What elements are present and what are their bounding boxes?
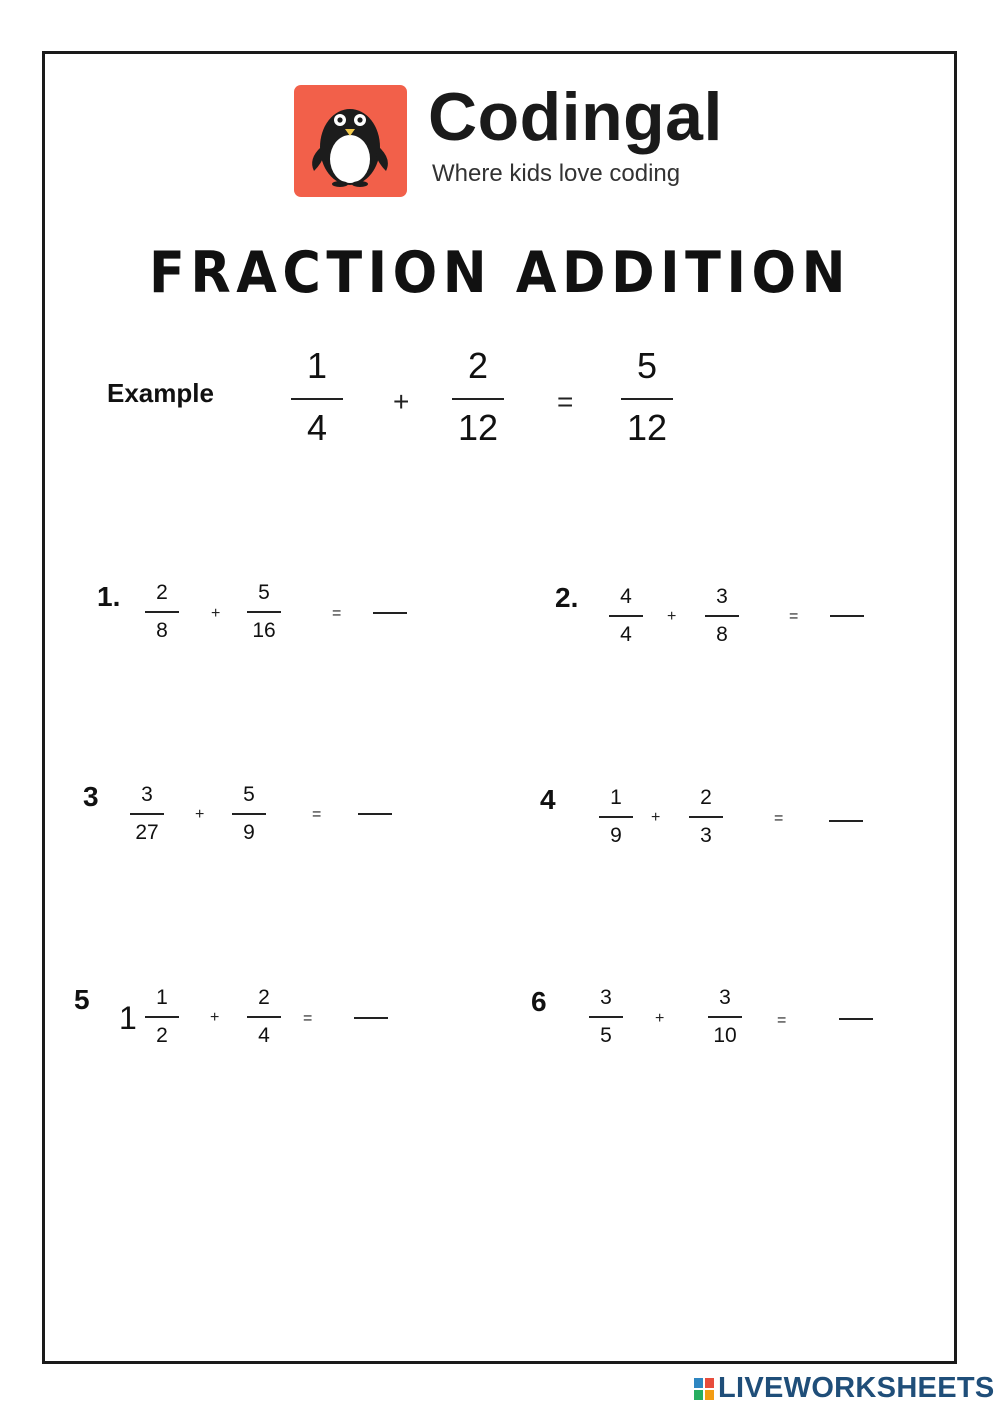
question-number: 3 [83,781,99,812]
numerator: 1 [156,986,168,1009]
denominator: 2 [156,1023,168,1047]
liveworksheets-watermark: LIVEWORKSHEETS [718,1372,995,1404]
answer-blank[interactable] [373,612,407,614]
fraction-bar [145,1016,179,1018]
numerator: 1 [610,786,622,809]
worksheet-title: FRACTION ADDITION [148,240,852,306]
question-number: 6 [531,986,547,1017]
equals-sign: = [312,806,322,823]
example-fraction-a [291,345,343,448]
question-5-fraction-a [145,987,179,1046]
question-number: 2. [555,582,579,613]
question-3-fraction-a [130,784,164,843]
fraction-bar [689,816,723,818]
brand-tagline: Where kids love coding [432,160,681,187]
denominator: 9 [610,823,622,847]
numerator: 4 [620,585,632,608]
liveworksheets-logo-icon [694,1378,714,1400]
equals-sign: = [774,810,784,827]
numerator: 2 [258,986,270,1009]
numerator: 3 [716,585,728,608]
question-number: 4 [540,784,556,815]
numerator: 2 [700,786,712,809]
denominator: 4 [306,407,328,448]
question-3-fraction-b [232,784,266,843]
plus-sign: + [393,386,410,417]
question-4-fraction-a [599,787,633,846]
fraction-bar [145,611,179,613]
denominator: 27 [135,820,159,844]
numerator: 2 [156,581,168,604]
denominator: 4 [258,1023,270,1047]
whole-number: 1 [119,1000,137,1036]
fraction-bar [291,398,343,400]
fraction-bar [609,615,643,617]
denominator: 4 [620,622,632,646]
equals-sign: = [777,1012,787,1029]
equals-sign: = [332,605,342,622]
denominator: 12 [457,407,499,448]
question-1-fraction-a [145,582,179,641]
plus-sign: + [211,605,221,622]
question-1-fraction-b [247,582,281,641]
plus-sign: + [651,809,661,826]
fraction-bar [599,816,633,818]
plus-sign: + [210,1009,220,1026]
question-number: 5 [74,984,90,1015]
brand-name: Codingal [428,79,723,155]
denominator: 9 [243,820,255,844]
example-result-fraction [621,345,673,448]
question-5-fraction-b [247,987,281,1046]
numerator: 5 [636,345,658,386]
penguin-icon [294,85,407,197]
plus-sign: + [655,1010,665,1027]
fraction-bar [708,1016,742,1018]
denominator: 3 [700,823,712,847]
question-2-fraction-a [609,586,643,645]
answer-blank[interactable] [354,1017,388,1019]
plus-sign: + [667,608,677,625]
fraction-bar [705,615,739,617]
question-6-fraction-a [589,987,623,1046]
question-4-fraction-b [689,787,723,846]
example-label: Example [107,378,214,408]
numerator: 3 [719,986,731,1009]
fraction-bar [247,1016,281,1018]
question-number: 1. [97,581,121,612]
denominator: 5 [600,1023,612,1047]
answer-blank[interactable] [839,1018,873,1020]
fraction-bar [232,813,266,815]
denominator: 8 [716,622,728,646]
equals-sign: = [789,608,799,625]
answer-blank[interactable] [830,615,864,617]
example-fraction-b [452,345,504,448]
equals-sign: = [557,386,574,417]
denominator: 8 [156,618,168,642]
equals-sign: = [303,1010,313,1027]
fraction-bar [589,1016,623,1018]
question-6-fraction-b [708,987,742,1046]
numerator: 5 [258,581,270,604]
answer-blank[interactable] [829,820,863,822]
fraction-bar [130,813,164,815]
denominator: 10 [713,1023,737,1047]
numerator: 5 [243,783,255,806]
numerator: 3 [600,986,612,1009]
numerator: 3 [141,783,153,806]
fraction-bar [452,398,504,400]
numerator: 2 [467,345,489,386]
numerator: 1 [306,345,328,386]
plus-sign: + [195,806,205,823]
question-2-fraction-b [705,586,739,645]
denominator: 12 [626,407,668,448]
codingal-logo [294,85,407,197]
answer-blank[interactable] [358,813,392,815]
fraction-bar [247,611,281,613]
fraction-bar [621,398,673,400]
denominator: 16 [252,618,276,642]
